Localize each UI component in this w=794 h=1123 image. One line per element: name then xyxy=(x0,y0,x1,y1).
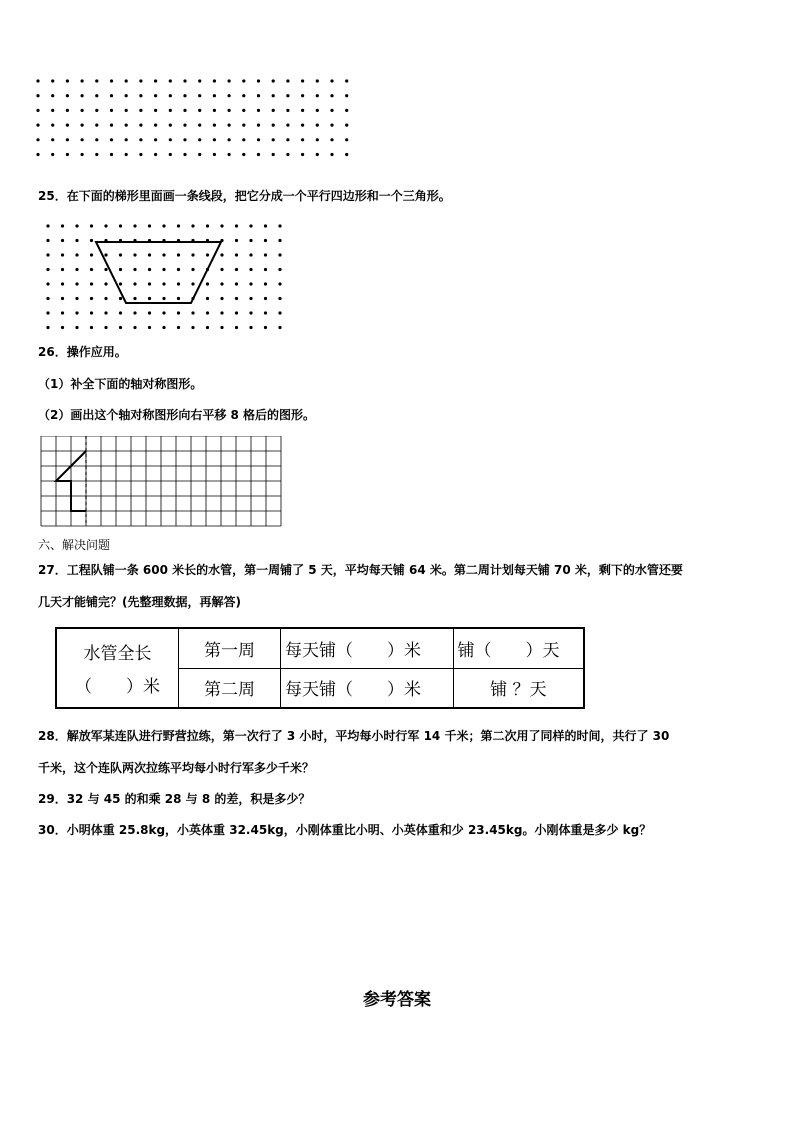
grid-dot xyxy=(66,109,69,112)
grid-dot xyxy=(191,311,194,314)
grid-dot xyxy=(139,109,142,112)
grid-dot xyxy=(95,124,98,127)
week1-daily: 每天铺（ ）米 xyxy=(281,628,453,668)
grid-dot xyxy=(220,326,223,329)
week1-days: 铺（ ）天 xyxy=(453,628,584,668)
grid-dot xyxy=(81,109,84,112)
grid-dot xyxy=(235,253,238,256)
grid-dot xyxy=(133,253,136,256)
grid-dot xyxy=(110,138,113,141)
grid-dot xyxy=(242,153,245,156)
grid-dot xyxy=(242,109,245,112)
grid-dot xyxy=(345,153,348,156)
grid-dot xyxy=(125,124,128,127)
grid-dot xyxy=(169,138,172,141)
section-6-heading: 六、解决问题 xyxy=(38,538,111,552)
grid-dot xyxy=(213,124,216,127)
grid-dot xyxy=(139,124,142,127)
grid-dot xyxy=(345,79,348,82)
grid-dot xyxy=(278,253,281,256)
grid-dot xyxy=(272,124,275,127)
grid-dot xyxy=(177,326,180,329)
grid-dot xyxy=(316,109,319,112)
grid-dot xyxy=(278,282,281,285)
grid-dot xyxy=(162,224,165,227)
grid-dot xyxy=(249,224,252,227)
grid-dot xyxy=(51,109,54,112)
grid-dot xyxy=(66,124,69,127)
grid-dot xyxy=(119,268,122,271)
grid-dot xyxy=(278,224,281,227)
grid-dot xyxy=(264,253,267,256)
grid-dot xyxy=(66,138,69,141)
grid-dot xyxy=(75,282,78,285)
grid-dot xyxy=(148,268,151,271)
grid-dot xyxy=(235,326,238,329)
grid-dot xyxy=(110,124,113,127)
grid-dot xyxy=(61,268,64,271)
grid-dot xyxy=(154,153,157,156)
grid-dot xyxy=(235,282,238,285)
grid-dot xyxy=(272,153,275,156)
grid-dot xyxy=(119,253,122,256)
grid-dot xyxy=(198,109,201,112)
grid-dot xyxy=(177,311,180,314)
grid-dot xyxy=(36,109,39,112)
grid-dot xyxy=(206,253,209,256)
grid-dot xyxy=(278,297,281,300)
grid-dot xyxy=(220,253,223,256)
grid-dot xyxy=(264,239,267,242)
grid-dot xyxy=(51,94,54,97)
grid-dot xyxy=(191,253,194,256)
grid-dot xyxy=(154,124,157,127)
grid-dot xyxy=(220,282,223,285)
grid-dot xyxy=(301,79,304,82)
grid-dot xyxy=(154,94,157,97)
grid-dot xyxy=(75,268,78,271)
grid-dot xyxy=(301,94,304,97)
grid-dot xyxy=(61,253,64,256)
grid-dot xyxy=(257,109,260,112)
grid-dot xyxy=(228,153,231,156)
grid-dot xyxy=(191,224,194,227)
grid-dot xyxy=(257,153,260,156)
grid-dot xyxy=(257,138,260,141)
grid-dot xyxy=(119,282,122,285)
grid-dot xyxy=(264,268,267,271)
grid-dot xyxy=(286,79,289,82)
grid-dot xyxy=(198,124,201,127)
grid-dot xyxy=(51,138,54,141)
grid-dot xyxy=(206,297,209,300)
grid-dot xyxy=(242,124,245,127)
grid-dot xyxy=(235,224,238,227)
grid-dot xyxy=(148,297,151,300)
grid-dot xyxy=(220,297,223,300)
grid-dot xyxy=(191,268,194,271)
grid-dot xyxy=(206,326,209,329)
grid-dot xyxy=(264,326,267,329)
grid-dot xyxy=(148,311,151,314)
grid-dot xyxy=(264,224,267,227)
trapezoid-dot-grid xyxy=(40,220,300,330)
grid-dot xyxy=(257,124,260,127)
grid-dot xyxy=(104,268,107,271)
grid-dot xyxy=(286,109,289,112)
grid-dot xyxy=(330,79,333,82)
grid-dot xyxy=(125,109,128,112)
grid-dot xyxy=(95,79,98,82)
grid-dot xyxy=(90,297,93,300)
grid-dot xyxy=(110,94,113,97)
grid-dot xyxy=(183,79,186,82)
grid-dot xyxy=(235,268,238,271)
grid-dot xyxy=(46,326,49,329)
grid-dot xyxy=(61,239,64,242)
grid-dot xyxy=(272,138,275,141)
grid-dot xyxy=(148,224,151,227)
grid-dot xyxy=(139,94,142,97)
grid-dot xyxy=(154,138,157,141)
grid-dot xyxy=(133,224,136,227)
question-28-line-2: 千米，这个连队两次拉练平均每小时行军多少千米？ xyxy=(38,761,315,775)
grid-dot xyxy=(316,138,319,141)
grid-dot xyxy=(249,239,252,242)
grid-dot xyxy=(183,124,186,127)
grid-dot xyxy=(61,224,64,227)
grid-dot xyxy=(162,311,165,314)
grid-dot xyxy=(213,109,216,112)
grid-dot xyxy=(278,268,281,271)
grid-dot xyxy=(95,138,98,141)
grid-dot xyxy=(66,153,69,156)
grid-dot xyxy=(198,138,201,141)
grid-dot xyxy=(286,153,289,156)
total-length-value: （ ）米 xyxy=(56,668,179,708)
grid-dot xyxy=(191,282,194,285)
grid-dot xyxy=(104,224,107,227)
grid-dot xyxy=(104,297,107,300)
grid-dot xyxy=(183,138,186,141)
grid-dot xyxy=(345,124,348,127)
grid-dot xyxy=(198,94,201,97)
grid-dot xyxy=(316,79,319,82)
grid-dot xyxy=(264,311,267,314)
grid-dot xyxy=(90,326,93,329)
grid-dot xyxy=(220,311,223,314)
grid-dot xyxy=(330,94,333,97)
grid-dot xyxy=(162,268,165,271)
grid-dot xyxy=(61,282,64,285)
grid-dot xyxy=(81,124,84,127)
grid-dot xyxy=(249,326,252,329)
grid-dot xyxy=(177,224,180,227)
grid-dot xyxy=(183,153,186,156)
grid-dot xyxy=(213,94,216,97)
grid-dot xyxy=(169,153,172,156)
grid-dot xyxy=(119,311,122,314)
grid-dot xyxy=(235,297,238,300)
question-27-line-2: 几天才能铺完？(先整理数据，再解答) xyxy=(38,595,241,609)
grid-dot xyxy=(213,138,216,141)
grid-dot xyxy=(46,253,49,256)
grid-dot xyxy=(177,253,180,256)
grid-dot xyxy=(235,239,238,242)
grid-dot xyxy=(228,138,231,141)
week1-label: 第一周 xyxy=(179,628,281,668)
grid-dot xyxy=(213,153,216,156)
answer-title: 参考答案 xyxy=(363,990,431,1010)
grid-dot xyxy=(51,153,54,156)
grid-dot xyxy=(206,282,209,285)
grid-dot xyxy=(148,326,151,329)
grid-dot xyxy=(228,94,231,97)
grid-dot xyxy=(286,94,289,97)
grid-dot xyxy=(278,311,281,314)
grid-dot xyxy=(272,94,275,97)
grid-dot xyxy=(61,297,64,300)
grid-dot xyxy=(169,94,172,97)
grid-dot xyxy=(198,79,201,82)
grid-dot xyxy=(301,109,304,112)
week2-label: 第二周 xyxy=(179,668,281,708)
week2-daily: 每天铺（ ）米 xyxy=(281,668,453,708)
grid-dot xyxy=(228,124,231,127)
grid-dot xyxy=(133,311,136,314)
grid-dot xyxy=(81,79,84,82)
grid-dot xyxy=(125,79,128,82)
grid-dot xyxy=(183,94,186,97)
grid-dot xyxy=(133,297,136,300)
grid-dot xyxy=(316,153,319,156)
grid-dot xyxy=(90,239,93,242)
grid-dot xyxy=(125,138,128,141)
grid-dot xyxy=(90,282,93,285)
grid-dot xyxy=(330,153,333,156)
grid-dot xyxy=(36,153,39,156)
grid-dot xyxy=(75,311,78,314)
grid-dot xyxy=(286,124,289,127)
grid-dot xyxy=(228,79,231,82)
question-26: 26．操作应用。 xyxy=(38,345,127,359)
grid-dot xyxy=(177,297,180,300)
grid-dot xyxy=(90,224,93,227)
grid-dot xyxy=(264,297,267,300)
grid-dot xyxy=(330,138,333,141)
grid-dot xyxy=(301,124,304,127)
grid-dot xyxy=(119,297,122,300)
grid-dot xyxy=(110,109,113,112)
grid-dot xyxy=(162,282,165,285)
grid-dot xyxy=(345,109,348,112)
grid-dot xyxy=(46,297,49,300)
grid-dot xyxy=(264,282,267,285)
grid-dot xyxy=(183,109,186,112)
grid-dot xyxy=(249,311,252,314)
grid-dot xyxy=(139,79,142,82)
grid-dot xyxy=(75,326,78,329)
grid-dot xyxy=(177,282,180,285)
grid-dot xyxy=(81,94,84,97)
grid-dot xyxy=(46,224,49,227)
grid-dot xyxy=(278,239,281,242)
grid-dot xyxy=(125,153,128,156)
grid-dot xyxy=(249,297,252,300)
question-30: 30．小明体重 25.8kg，小英体重 32.45kg，小刚体重比小明、小英体重和少 23.45kg。小刚体重是多少 kg？ xyxy=(38,823,652,837)
grid-dot xyxy=(119,224,122,227)
grid-dot xyxy=(228,109,231,112)
grid-dot xyxy=(104,326,107,329)
grid-dot xyxy=(104,311,107,314)
grid-dot xyxy=(90,311,93,314)
grid-dot xyxy=(316,124,319,127)
grid-dot xyxy=(95,153,98,156)
grid-dot xyxy=(220,268,223,271)
question-25: 25．在下面的梯形里面画一条线段，把它分成一个平行四边形和一个三角形。 xyxy=(38,189,451,203)
grid-dot xyxy=(139,153,142,156)
grid-dot xyxy=(242,79,245,82)
grid-dot xyxy=(220,224,223,227)
grid-dot xyxy=(177,268,180,271)
grid-dot xyxy=(249,268,252,271)
grid-dot xyxy=(75,297,78,300)
grid-dot xyxy=(148,282,151,285)
question-27-line-1: 27．工程队铺一条 600 米长的水管，第一周铺了 5 天，平均每天铺 64 米。第二周计划每天铺 70 米，剩下的水管还要 xyxy=(38,563,683,577)
grid-dot xyxy=(249,253,252,256)
grid-dot xyxy=(169,79,172,82)
grid-dot xyxy=(66,94,69,97)
grid-dot xyxy=(61,311,64,314)
grid-dot xyxy=(257,94,260,97)
dot-grid-top xyxy=(30,75,360,175)
grid-dot xyxy=(81,153,84,156)
grid-dot xyxy=(148,253,151,256)
total-length-label: 水管全长 xyxy=(56,628,179,668)
grid-dot xyxy=(154,109,157,112)
trapezoid-shape xyxy=(96,242,221,303)
grid-dot xyxy=(110,153,113,156)
grid-dot xyxy=(90,253,93,256)
grid-dot xyxy=(301,138,304,141)
grid-dot xyxy=(104,282,107,285)
grid-dot xyxy=(125,94,128,97)
grid-dot xyxy=(90,268,93,271)
question-26-part-2: （2）画出这个轴对称图形向右平移 8 格后的图形。 xyxy=(38,408,316,422)
grid-dot xyxy=(104,253,107,256)
grid-dot xyxy=(191,326,194,329)
grid-dot xyxy=(330,109,333,112)
grid-dot xyxy=(139,138,142,141)
grid-dot xyxy=(316,94,319,97)
grid-dot xyxy=(51,79,54,82)
grid-dot xyxy=(162,326,165,329)
grid-dot xyxy=(133,282,136,285)
grid-dot xyxy=(162,253,165,256)
grid-dot xyxy=(286,138,289,141)
data-table-27 xyxy=(55,627,585,709)
question-26-part-1: （1）补全下面的轴对称图形。 xyxy=(38,377,203,391)
grid-dot xyxy=(51,124,54,127)
grid-dot xyxy=(213,79,216,82)
grid-dot xyxy=(345,138,348,141)
grid-dot xyxy=(46,282,49,285)
grid-dot xyxy=(162,297,165,300)
grid-dot xyxy=(110,79,113,82)
grid-dot xyxy=(235,311,238,314)
grid-dot xyxy=(66,79,69,82)
grid-dot xyxy=(61,326,64,329)
grid-dot xyxy=(75,253,78,256)
grid-dot xyxy=(95,94,98,97)
grid-dot xyxy=(46,311,49,314)
grid-dot xyxy=(133,326,136,329)
grid-dot xyxy=(46,268,49,271)
square-grid xyxy=(40,436,286,528)
grid-dot xyxy=(75,239,78,242)
grid-dot xyxy=(46,239,49,242)
grid-dot xyxy=(133,268,136,271)
grid-dot xyxy=(169,109,172,112)
grid-dot xyxy=(36,94,39,97)
grid-dot xyxy=(249,282,252,285)
grid-dot xyxy=(272,109,275,112)
grid-dot xyxy=(169,124,172,127)
grid-dot xyxy=(301,153,304,156)
grid-dot xyxy=(257,79,260,82)
grid-dot xyxy=(154,79,157,82)
grid-dot xyxy=(95,109,98,112)
grid-dot xyxy=(36,124,39,127)
grid-dot xyxy=(242,138,245,141)
grid-dot xyxy=(198,153,201,156)
grid-dot xyxy=(272,79,275,82)
grid-dot xyxy=(75,224,78,227)
grid-dot xyxy=(242,94,245,97)
grid-dot xyxy=(206,311,209,314)
grid-dot xyxy=(81,138,84,141)
grid-dot xyxy=(36,79,39,82)
week2-days: 铺 ？天 xyxy=(453,668,584,708)
grid-dot xyxy=(36,138,39,141)
grid-dot xyxy=(119,326,122,329)
grid-dot xyxy=(345,94,348,97)
question-28-line-1: 28．解放军某连队进行野营拉练，第一次行了 3 小时，平均每小时行军 14 千米；第二次用了同样的时间，共行了 30 xyxy=(38,729,670,743)
grid-dot xyxy=(278,326,281,329)
question-29: 29．32 与 45 的和乘 28 与 8 的差，积是多少？ xyxy=(38,792,311,806)
grid-dot xyxy=(330,124,333,127)
grid-dot xyxy=(206,224,209,227)
